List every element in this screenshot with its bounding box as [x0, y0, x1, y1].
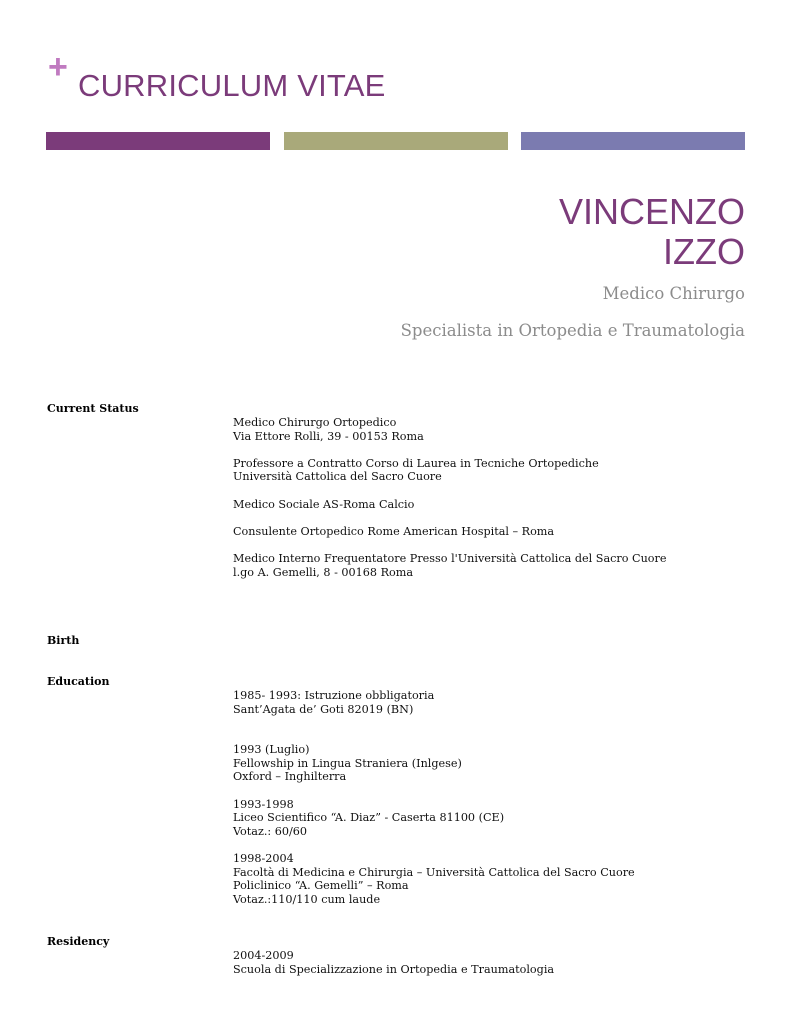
entry-line: Oxford – Inghilterra — [233, 770, 347, 784]
residency-entry — [233, 949, 554, 976]
entry-line: l.go A. Gemelli, 8 - 00168 Roma — [233, 565, 414, 579]
entry-line: Via Ettore Rolli, 39 - 00153 Roma — [233, 429, 424, 443]
entry-line: Medico Chirurgo Ortopedico — [233, 416, 397, 429]
entry-line: Scuola di Specializzazione in Ortopedia e Traumatologia — [233, 962, 555, 976]
entry-line: Votaz.: 60/60 — [233, 824, 307, 838]
current-status-entry — [233, 457, 667, 484]
name-block — [401, 192, 745, 340]
education-entry — [233, 798, 635, 839]
section-label-residency: Residency — [47, 935, 110, 948]
section-label-current-status: Current Status — [47, 402, 139, 415]
entry-line: 1985- 1993: Istruzione obbligatoria — [233, 689, 435, 702]
entry-line: Consulente Ortopedico Rome American Hospital – Roma — [233, 524, 555, 538]
current-status-entry — [233, 416, 667, 443]
entry-line: Liceo Scientifico “A. Diaz” - Caserta 81100 (CE) — [233, 811, 505, 825]
section-label-education: Education — [47, 675, 110, 688]
current-status-entry — [233, 552, 667, 579]
section-body-residency — [233, 949, 554, 976]
document-title: CURRICULUM VITAE — [78, 68, 386, 103]
entry-line: Università Cattolica del Sacro Cuore — [233, 470, 442, 484]
entry-line: 1998-2004 — [233, 851, 294, 865]
section-body-current-status — [233, 416, 667, 579]
decorative-bar-purple — [46, 132, 270, 150]
entry-line: Facoltà di Medicina e Chirurgia – Università Cattolica del Sacro Cuore — [233, 865, 635, 879]
entry-line: Medico Interno Frequentatore Presso l'Università Cattolica del Sacro Cuore — [233, 551, 667, 565]
plus-icon: + — [48, 48, 68, 86]
entry-line: Policlinico “A. Gemelli” – Roma — [233, 879, 409, 893]
entry-line: Medico Sociale AS-Roma Calcio — [233, 497, 415, 511]
current-status-entry — [233, 525, 667, 539]
education-entry — [233, 689, 635, 716]
entry-line: Votaz.:110/110 cum laude — [233, 892, 381, 906]
education-entry — [233, 743, 635, 784]
entry-line: 1993-1998 — [233, 797, 294, 811]
decorative-bar-olive — [284, 132, 508, 150]
entry-line: Sant’Agata de’ Goti 82019 (BN) — [233, 702, 414, 716]
section-label-birth: Birth — [47, 634, 80, 647]
section-body-education — [233, 689, 635, 906]
education-entry — [233, 852, 635, 906]
decorative-bar-lavender — [521, 132, 745, 150]
entry-line: Fellowship in Lingua Straniera (Inlgese) — [233, 756, 462, 770]
entry-line: Professore a Contratto Corso di Laurea in Tecniche Ortopediche — [233, 456, 599, 470]
current-status-entry — [233, 498, 667, 512]
last-name: IZZO — [663, 231, 745, 272]
entry-line: 2004-2009 — [233, 949, 294, 962]
specialization-subtitle: Specialista in Ortopedia e Traumatologia — [400, 321, 745, 340]
entry-line: 1993 (Luglio) — [233, 743, 310, 757]
profession-subtitle: Medico Chirurgo — [602, 284, 745, 303]
first-name: VINCENZO — [558, 191, 745, 232]
